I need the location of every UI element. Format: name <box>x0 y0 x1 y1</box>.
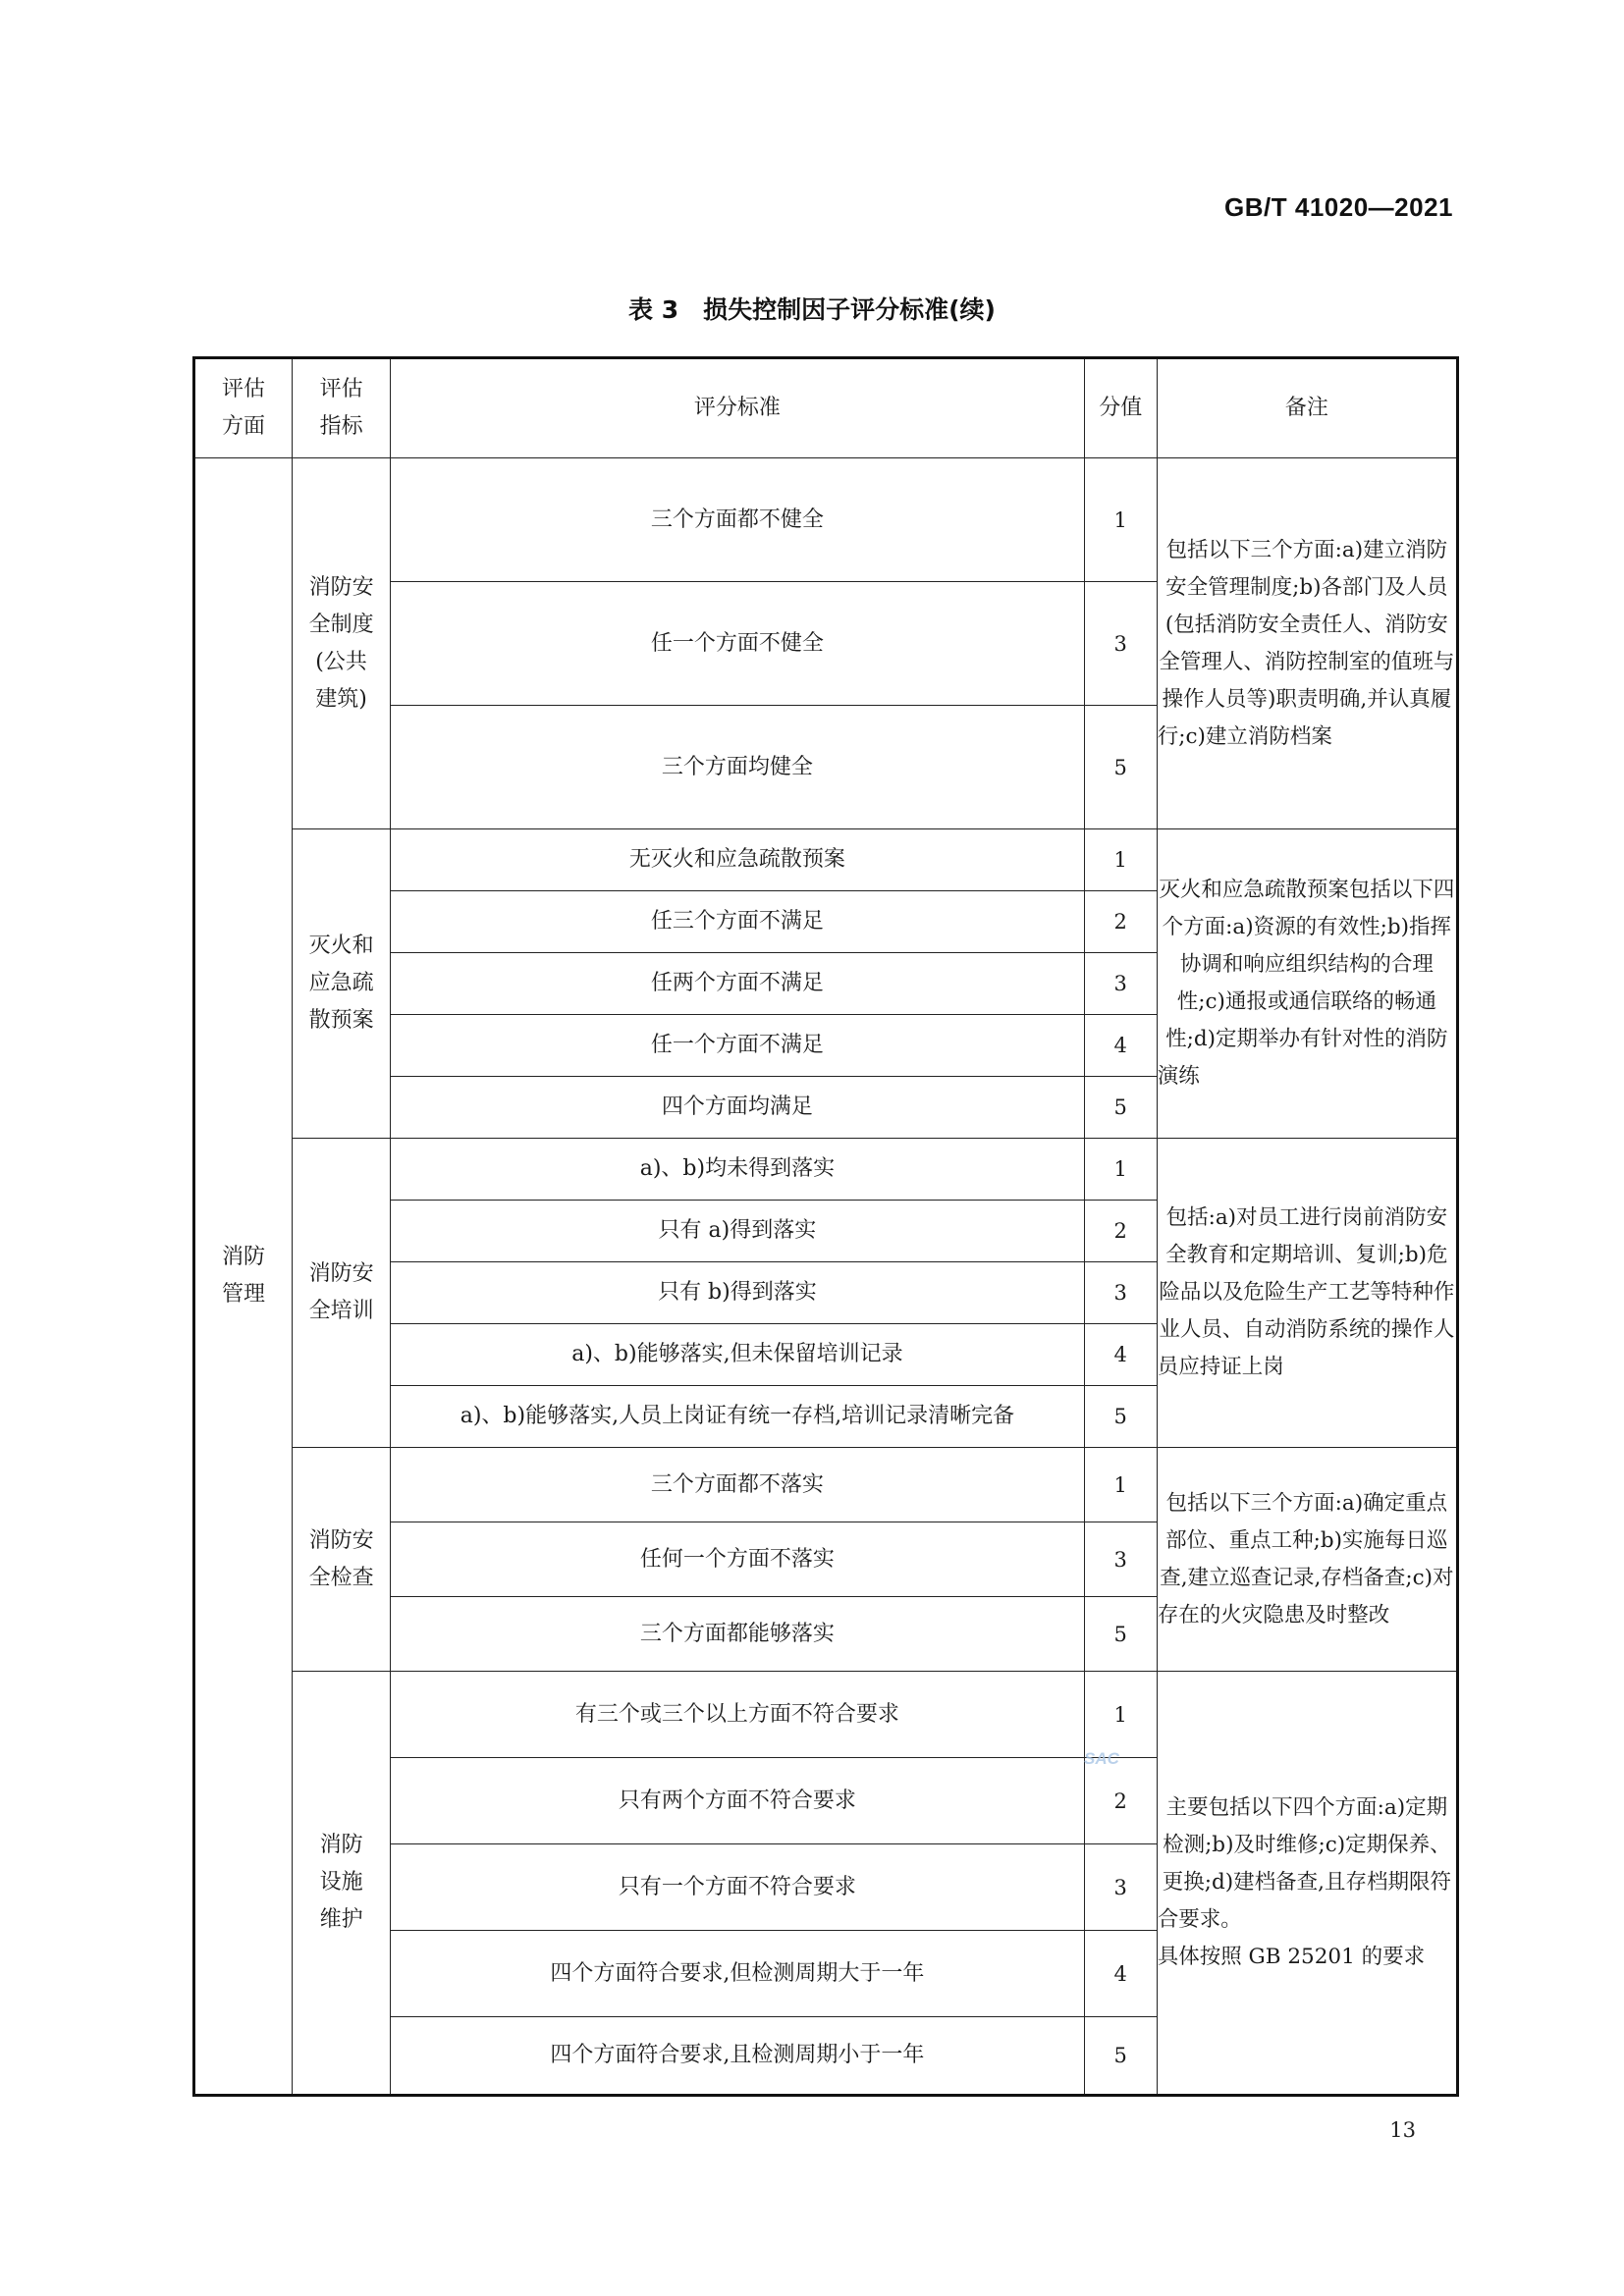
criteria-cell: a)、b)能够落实,人员上岗证有统一存档,培训记录清晰完备 <box>391 1386 1085 1448</box>
score-cell: 1 <box>1084 458 1157 582</box>
table-row <box>194 458 1458 582</box>
criteria-cell: 只有两个方面不符合要求 <box>391 1758 1085 1844</box>
criteria-cell: 只有一个方面不符合要求 <box>391 1844 1085 1931</box>
score-cell: 2 <box>1084 891 1157 953</box>
table-row <box>194 1139 1458 1201</box>
criteria-cell: 四个方面符合要求,但检测周期大于一年 <box>391 1931 1085 2017</box>
criteria-cell: 任三个方面不满足 <box>391 891 1085 953</box>
watermark: SAC <box>1084 1749 1119 1768</box>
criteria-cell: 三个方面都不落实 <box>391 1448 1085 1522</box>
aspect-cell: 消防 管理 <box>194 458 293 2096</box>
page-number: 13 <box>1389 2118 1416 2142</box>
score-cell: 5 <box>1084 1386 1157 1448</box>
score-cell: 5 <box>1084 1077 1157 1139</box>
table-row <box>194 1672 1458 1758</box>
table-row <box>194 1448 1458 1522</box>
score-cell: 3 <box>1084 1844 1157 1931</box>
score-cell: 1 <box>1084 1139 1157 1201</box>
score-cell: 5 <box>1084 1597 1157 1672</box>
score-cell: 3 <box>1084 953 1157 1015</box>
indicator-cell: 消防安 全检查 <box>293 1448 391 1672</box>
note-cell: 包括:a)对员工进行岗前消防安全教育和定期培训、复训;b)危险品以及危险生产工艺等特种作业人员、自动消防系统的操作人员应持证上岗 <box>1157 1139 1457 1448</box>
score-cell: 3 <box>1084 1522 1157 1597</box>
score-cell: 2 <box>1084 1201 1157 1262</box>
criteria-cell: 四个方面均满足 <box>391 1077 1085 1139</box>
score-cell: 2 <box>1084 1758 1157 1844</box>
note-cell: 主要包括以下四个方面:a)定期检测;b)及时维修;c)定期保养、更换;d)建档备查,且存档期限符合要求。 具体按照 GB 25201 的要求 <box>1157 1672 1457 2096</box>
score-cell: 4 <box>1084 1324 1157 1386</box>
criteria-cell: 任何一个方面不落实 <box>391 1522 1085 1597</box>
score-cell: 1 <box>1084 1448 1157 1522</box>
criteria-cell: 三个方面都能够落实 <box>391 1597 1085 1672</box>
indicator-cell: 消防安 全培训 <box>293 1139 391 1448</box>
score-cell: 3 <box>1084 582 1157 706</box>
criteria-cell: 四个方面符合要求,且检测周期小于一年 <box>391 2017 1085 2096</box>
criteria-cell: a)、b)均未得到落实 <box>391 1139 1085 1201</box>
score-cell: 3 <box>1084 1262 1157 1324</box>
criteria-cell: 任一个方面不满足 <box>391 1015 1085 1077</box>
score-cell: 5 <box>1084 706 1157 829</box>
criteria-cell: 只有 a)得到落实 <box>391 1201 1085 1262</box>
note-cell: 包括以下三个方面:a)确定重点部位、重点工种;b)实施每日巡查,建立巡查记录,存档备查;c)对存在的火灾隐患及时整改 <box>1157 1448 1457 1672</box>
note-cell: 灭火和应急疏散预案包括以下四个方面:a)资源的有效性;b)指挥协调和响应组织结构的合理性;c)通报或通信联络的畅通性;d)定期举办有针对性的消防演练 <box>1157 829 1457 1139</box>
score-cell: 1 <box>1084 829 1157 891</box>
criteria-cell: 任两个方面不满足 <box>391 953 1085 1015</box>
table-header-row <box>194 358 1458 458</box>
header-score: 分值 <box>1084 358 1157 458</box>
criteria-cell: 只有 b)得到落实 <box>391 1262 1085 1324</box>
criteria-cell: 任一个方面不健全 <box>391 582 1085 706</box>
table-caption: 表 3 损失控制因子评分标准(续) <box>628 295 996 324</box>
header-indicator: 评估 指标 <box>293 358 391 458</box>
criteria-cell: 有三个或三个以上方面不符合要求 <box>391 1672 1085 1758</box>
criteria-cell: a)、b)能够落实,但未保留培训记录 <box>391 1324 1085 1386</box>
criteria-cell: 三个方面都不健全 <box>391 458 1085 582</box>
standard-code: GB/T 41020—2021 <box>1224 192 1453 222</box>
indicator-cell: 消防安 全制度 (公共 建筑) <box>293 458 391 829</box>
table-row <box>194 829 1458 891</box>
indicator-cell: 消防 设施 维护 <box>293 1672 391 2096</box>
score-cell: 5 <box>1084 2017 1157 2096</box>
indicator-cell: 灭火和 应急疏 散预案 <box>293 829 391 1139</box>
header-aspect: 评估 方面 <box>194 358 293 458</box>
score-cell: 1 <box>1084 1672 1157 1758</box>
header-note: 备注 <box>1157 358 1457 458</box>
score-cell: 4 <box>1084 1015 1157 1077</box>
criteria-cell: 三个方面均健全 <box>391 706 1085 829</box>
header-criteria: 评分标准 <box>391 358 1085 458</box>
criteria-cell: 无灭火和应急疏散预案 <box>391 829 1085 891</box>
note-cell: 包括以下三个方面:a)建立消防安全管理制度;b)各部门及人员(包括消防安全责任人、消防安全管理人、消防控制室的值班与操作人员等)职责明确,并认真履行;c)建立消防档案 <box>1157 458 1457 829</box>
score-cell: 4 <box>1084 1931 1157 2017</box>
scoring-table <box>192 356 1459 2097</box>
